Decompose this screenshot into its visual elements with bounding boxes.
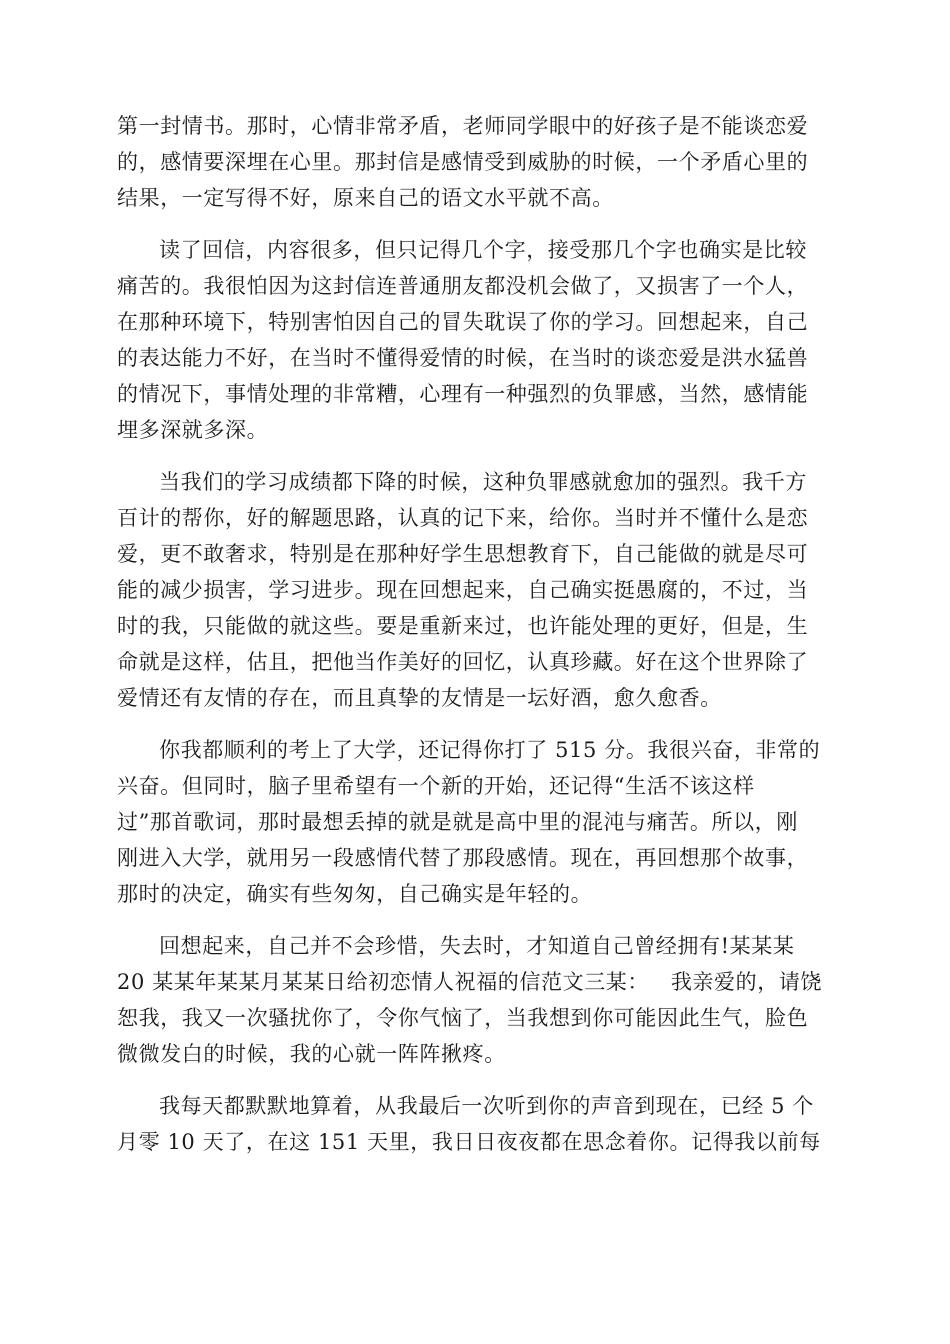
text-line: 刚进入大学，就用另一段感情代替了那段感情。现在，再回想那个故事， [117, 846, 809, 870]
text-line: 结果，一定写得不好，原来自己的语文水平就不高。 [117, 186, 614, 210]
text-line: 那时的决定，确实有些匆匆，自己确实是年轻的。 [117, 882, 593, 906]
document-page [117, 108, 837, 1176]
text-line: 微微发白的时候，我的心就一阵阵揪疼。 [117, 1042, 506, 1066]
text-line: 读了回信，内容很多，但只记得几个字，接受那几个字也确实是比较 [159, 238, 807, 262]
text-line: 你我都顺利的考上了大学，还记得你打了 515 分。我很兴奋，非常的 [159, 738, 821, 762]
paragraph-4 [117, 732, 837, 912]
paragraph-2 [117, 232, 837, 448]
text-line: 的情况下，事情处理的非常糟，心理有一种强烈的负罪感，当然，感情能 [117, 382, 809, 406]
text-line: 过”那首歌词，那时最想丢掉的就是就是高中里的混沌与痛苦。所以，刚 [117, 810, 798, 834]
text-line: 当我们的学习成绩都下降的时候，这种负罪感就愈加的强烈。我千方 [159, 470, 807, 494]
text-line: 痛苦的。我很怕因为这封信连普通朋友都没机会做了，又损害了一个人， [117, 274, 809, 298]
text-line: 埋多深就多深。 [117, 418, 269, 442]
paragraph-6 [117, 1088, 837, 1160]
text-line: 爱情还有友情的存在，而且真挚的友情是一坛好酒，愈久愈香。 [117, 686, 722, 710]
text-line: 第一封情书。那时，心情非常矛盾，老师同学眼中的好孩子是不能谈恋爱 [117, 114, 809, 138]
text-line: 在那种环境下，特别害怕因自己的冒失耽误了你的学习。回想起来，自己 [117, 310, 809, 334]
text-line: 命就是这样，估且，把他当作美好的回忆，认真珍藏。好在这个世界除了 [117, 650, 809, 674]
paragraph-1 [117, 108, 837, 216]
text-line: 月零 10 天了，在这 151 天里，我日日夜夜都在思念着你。记得我以前每 [117, 1130, 821, 1154]
text-line: 我每天都默默地算着，从我最后一次听到你的声音到现在，已经 5 个 [159, 1094, 814, 1118]
text-line: 能的减少损害，学习进步。现在回想起来，自己确实挺愚腐的，不过，当 [117, 578, 809, 602]
paragraph-5 [117, 928, 837, 1072]
text-line: 的表达能力不好，在当时不懂得爱情的时候，在当时的谈恋爱是洪水猛兽 [117, 346, 809, 370]
text-line: 百计的帮你，好的解题思路，认真的记下来，给你。当时并不懂什么是恋 [117, 506, 809, 530]
text-line: 恕我，我又一次骚扰你了，令你气恼了，当我想到你可能因此生气，脸色 [117, 1006, 809, 1030]
text-line: 20 某某年某某月某某日给初恋情人祝福的信范文三某： 我亲爱的，请饶 [117, 970, 823, 994]
text-line: 爱，更不敢奢求，特别是在那种好学生思想教育下，自己能做的就是尽可 [117, 542, 809, 566]
paragraph-3 [117, 464, 837, 716]
text-line: 时的我，只能做的就这些。要是重新来过，也许能处理的更好，但是，生 [117, 614, 809, 638]
text-line: 回想起来，自己并不会珍惜，失去时，才知道自己曾经拥有!某某某 [159, 934, 795, 958]
text-line: 兴奋。但同时，脑子里希望有一个新的开始，还记得“生活不该这样 [117, 774, 755, 798]
text-line: 的，感情要深埋在心里。那封信是感情受到威胁的时候，一个矛盾心里的 [117, 150, 809, 174]
